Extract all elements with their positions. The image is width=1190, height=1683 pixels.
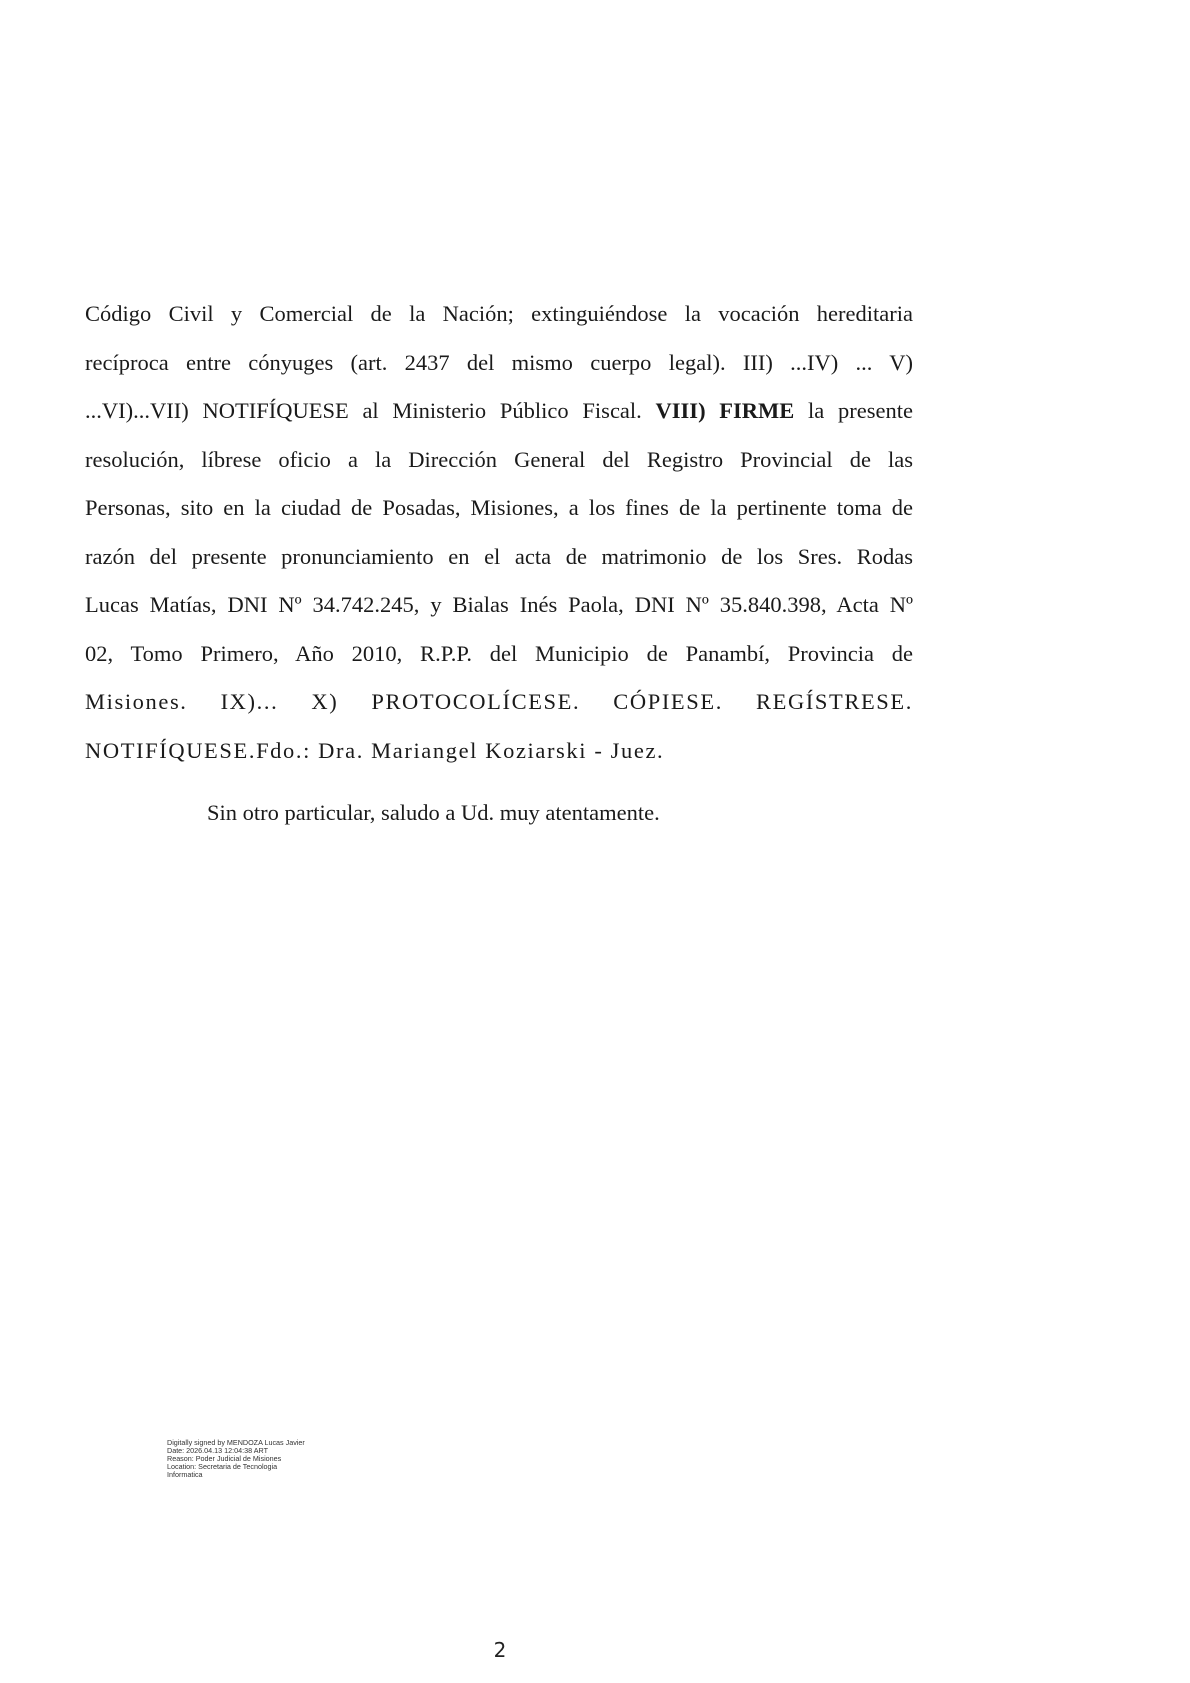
bold-phrase: VIII) FIRME — [655, 398, 795, 423]
signature-date: Date: 2026.04.13 12:04:38 ART — [167, 1446, 268, 1455]
resolution-paragraph — [85, 290, 913, 775]
signature-reason: Reason: Poder Judicial de Misiones — [167, 1454, 282, 1463]
paragraph-line: NOTIFÍQUESE.Fdo.: Dra. Mariangel Koziarski - Juez. — [85, 737, 665, 763]
paragraph-line — [85, 387, 913, 436]
paragraph-line: razón del presente pronunciamiento en el acta de matrimonio de los Sres. Rodas — [85, 543, 913, 569]
paragraph-line: Misiones. IX)... X) PROTOCOLÍCESE. CÓPIESE. REGÍSTRESE. — [85, 689, 913, 714]
signature-location-cont: Informatica — [167, 1470, 203, 1479]
closing-salutation: Sin otro particular, saludo a Ud. muy atentamente. — [207, 800, 660, 825]
signature-location: Location: Secretaria de Tecnologia — [167, 1462, 278, 1471]
digital-signature — [167, 1439, 305, 1479]
paragraph-line: Personas, sito en la ciudad de Posadas, Misiones, a los fines de la pertinente toma de — [85, 495, 913, 520]
paragraph-line: Lucas Matías, DNI Nº 34.742.245, y Bialas Inés Paola, DNI Nº 35.840.398, Acta Nº — [85, 592, 913, 617]
paragraph-line-tail: la presente — [794, 398, 913, 423]
page-number: 2 — [493, 1638, 507, 1662]
paragraph-line-text: ...VI)...VII) NOTIFÍQUESE al Ministerio Público Fiscal. — [85, 398, 656, 423]
paragraph-line: 02, Tomo Primero, Año 2010, R.P.P. del Municipio de Panambí, Provincia de — [85, 640, 913, 666]
paragraph-line: Código Civil y Comercial de la Nación; extinguiéndose la vocación hereditaria — [85, 301, 913, 326]
paragraph-line: resolución, líbrese oficio a la Dirección General del Registro Provincial de las — [85, 446, 913, 472]
paragraph-line: recíproca entre cónyuges (art. 2437 del mismo cuerpo legal). III) ...IV) ... V) — [85, 349, 913, 375]
signature-signed-by: Digitally signed by MENDOZA Lucas Javier — [167, 1438, 305, 1447]
